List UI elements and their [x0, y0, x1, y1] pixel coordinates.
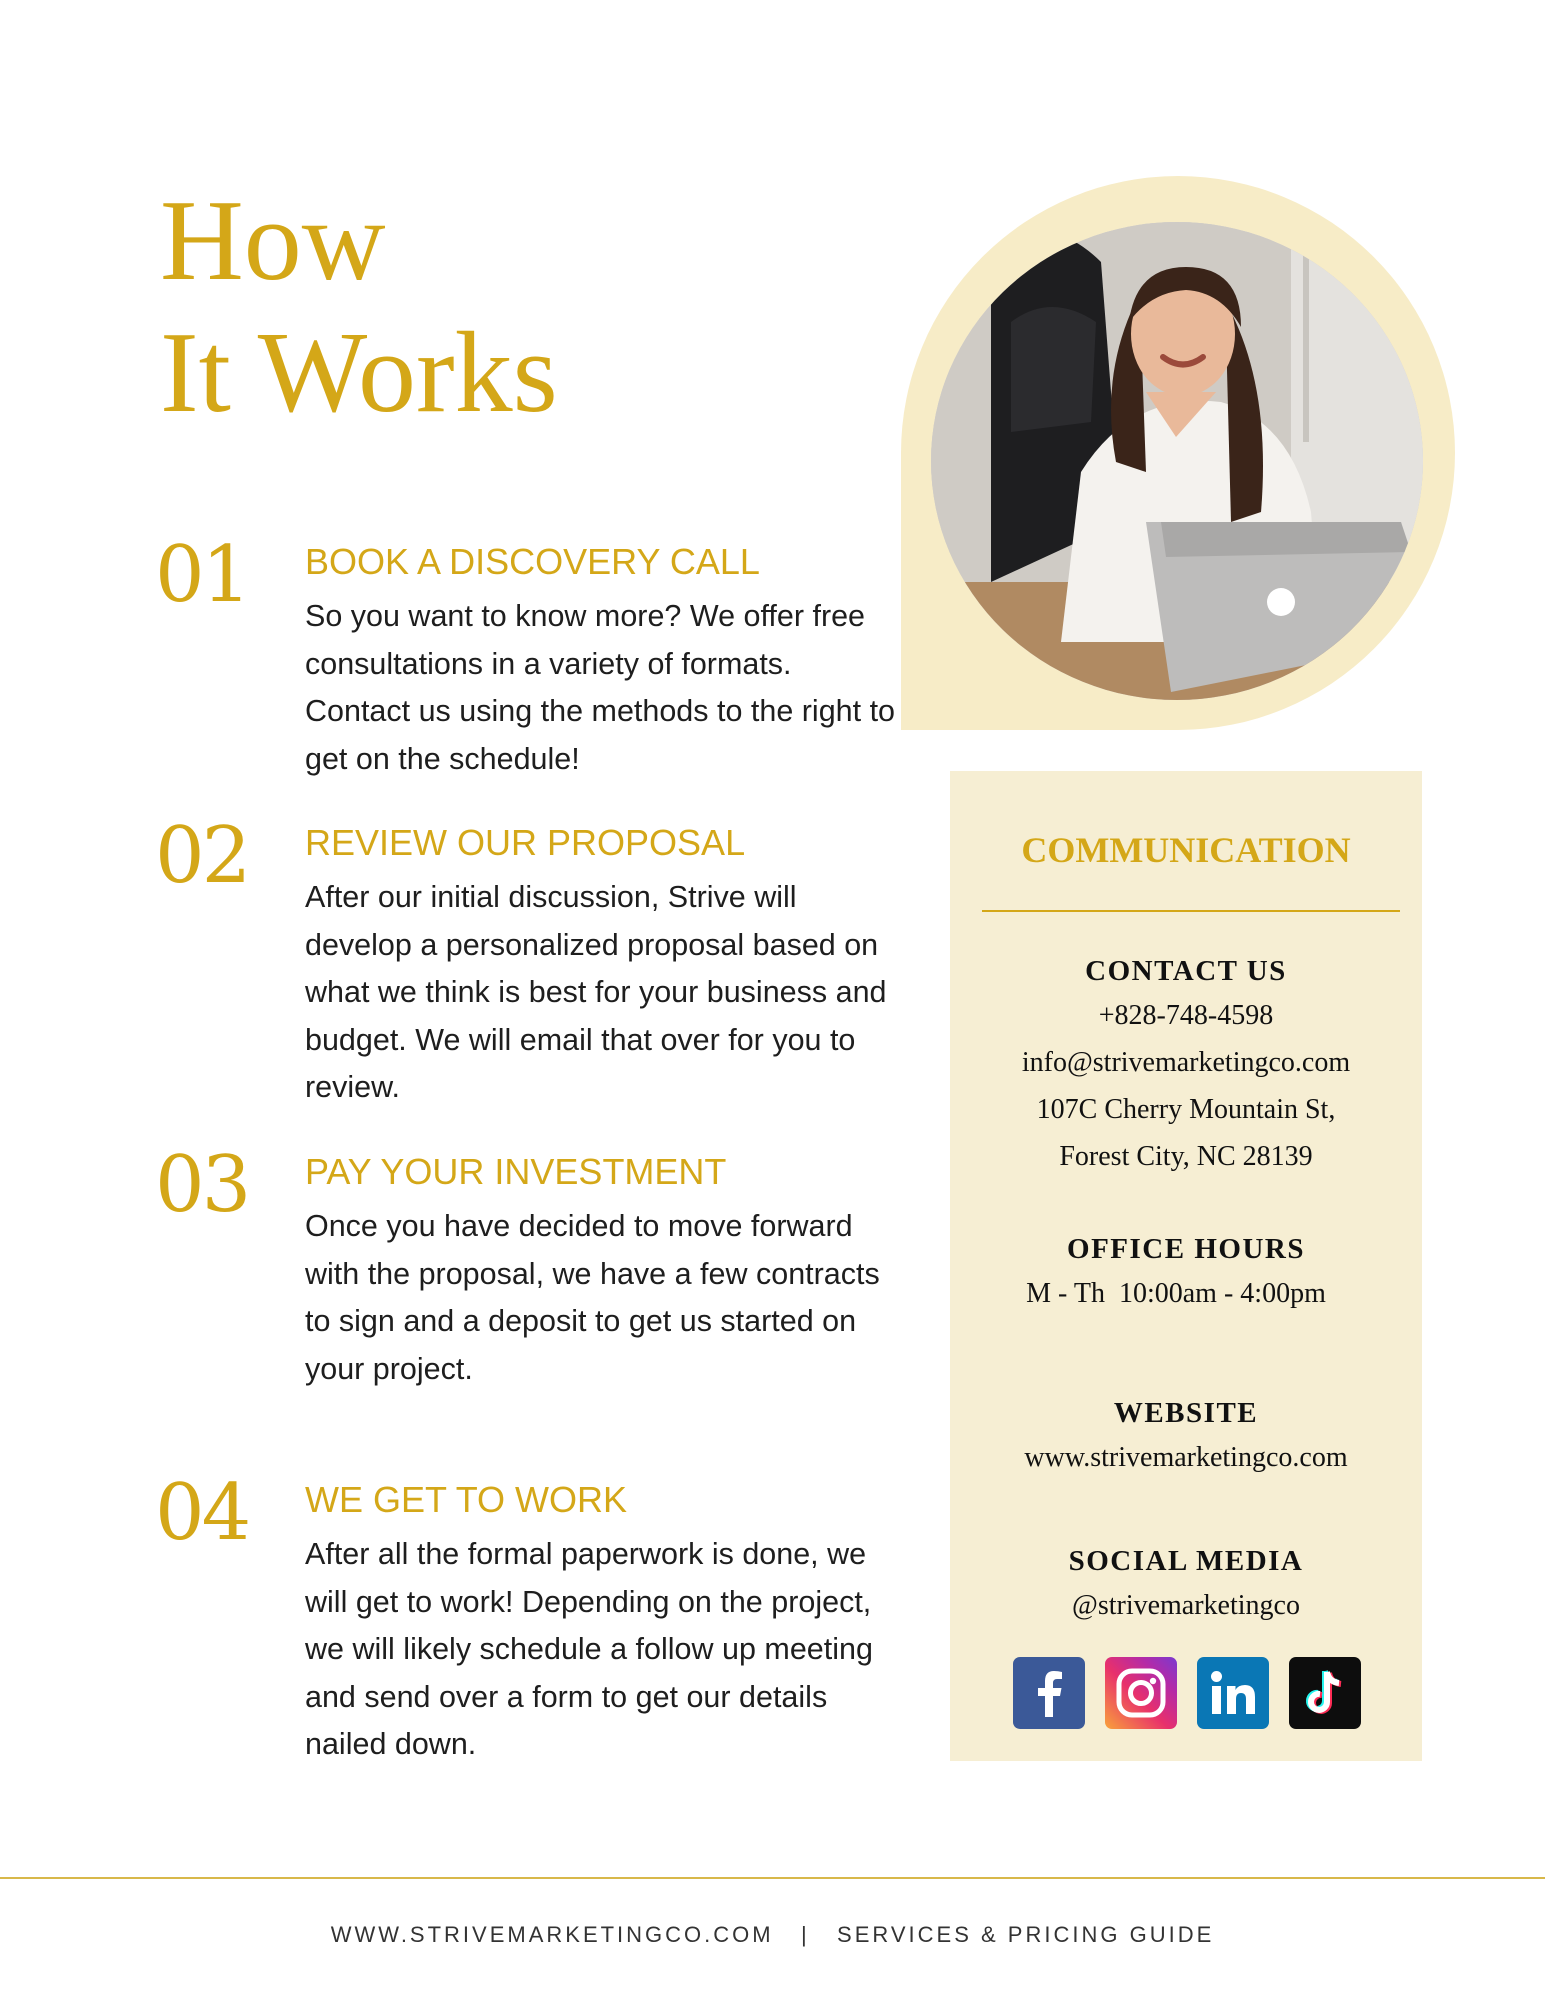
step-heading: BOOK A DISCOVERY CALL — [305, 541, 760, 582]
step-number: 01 — [155, 530, 249, 620]
step-heading: WE GET TO WORK — [305, 1479, 628, 1520]
footer-guide: SERVICES & PRICING GUIDE — [837, 1922, 1215, 1947]
step-number: 03 — [155, 1140, 249, 1230]
footer-rule — [0, 1877, 1545, 1879]
step-body: So you want to know more? We offer free consultations in a variety of formats. Contact us using the methods to the right to get on the schedule! — [305, 599, 896, 776]
address-line-2: Forest City, NC 28139 — [1059, 1141, 1313, 1172]
communication-title: COMMUNICATION — [1021, 830, 1351, 870]
communication-panel — [950, 771, 1422, 1761]
website-link[interactable]: www.strivemarketingco.com — [1024, 1442, 1348, 1473]
step-heading: REVIEW OUR PROPOSAL — [305, 822, 746, 863]
address-line-1: 107C Cherry Mountain St, — [1036, 1094, 1336, 1125]
phone-number[interactable]: +828-748-4598 — [1098, 1000, 1274, 1031]
website-section — [950, 1397, 1422, 1481]
footer-separator: | — [800, 1922, 810, 1947]
social-media-label: SOCIAL MEDIA — [1068, 1545, 1304, 1577]
instagram-icon[interactable] — [1105, 1657, 1177, 1729]
office-hours-value: M - Th 10:00am - 4:00pm — [1026, 1278, 1326, 1309]
social-icons — [1013, 1657, 1373, 1729]
footer-site[interactable]: WWW.STRIVEMARKETINGCO.COM — [330, 1922, 774, 1947]
email-address[interactable]: info@strivemarketingco.com — [1021, 1047, 1351, 1078]
website-label: WEBSITE — [1113, 1397, 1259, 1429]
footer — [0, 1922, 1545, 1948]
contact-section — [950, 955, 1422, 1180]
title-line-2: It Works — [160, 309, 558, 437]
step-number: 04 — [155, 1468, 249, 1558]
title-line-1: How — [160, 177, 386, 305]
office-hours-label: OFFICE HOURS — [1067, 1233, 1305, 1265]
step-body: After all the formal paperwork is done, we will get to work! Depending on the project, we will likely schedule a follow up meeting and send over a form to get our details nailed down. — [305, 1537, 873, 1761]
portrait-photo — [931, 222, 1423, 700]
contact-label: CONTACT US — [1085, 955, 1287, 987]
social-media-section — [950, 1545, 1422, 1629]
page-title — [160, 175, 558, 439]
divider — [982, 910, 1400, 912]
facebook-icon[interactable] — [1013, 1657, 1085, 1729]
step-body: Once you have decided to move forward with the proposal, we have a few contracts to sign and a deposit to get us started on your project. — [305, 1209, 880, 1386]
step-number: 02 — [155, 811, 249, 901]
social-handle: @strivemarketingco — [1072, 1590, 1300, 1621]
linkedin-icon[interactable] — [1197, 1657, 1269, 1729]
step-body: After our initial discussion, Strive will develop a personalized proposal based on what we think is best for your business and budget. We will email that over for you to review. — [305, 880, 887, 1104]
step-heading: PAY YOUR INVESTMENT — [305, 1151, 727, 1192]
tiktok-icon[interactable] — [1289, 1657, 1361, 1729]
office-hours-section — [950, 1233, 1422, 1317]
